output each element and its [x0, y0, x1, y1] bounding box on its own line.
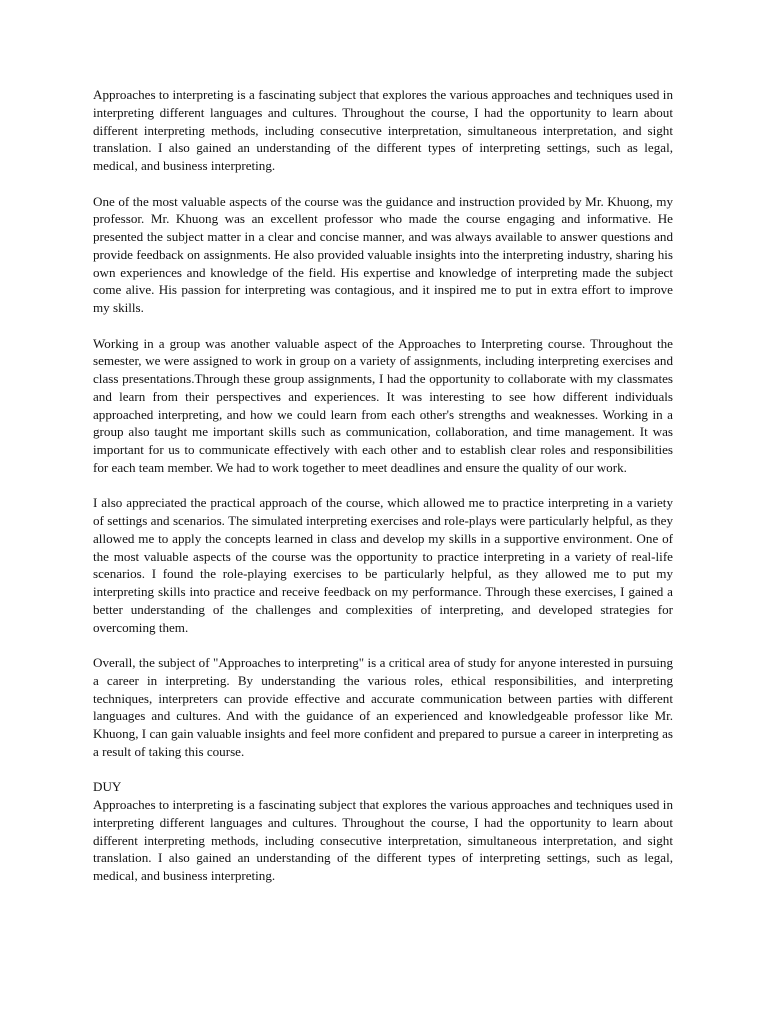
document-page — [93, 86, 673, 885]
paragraph-overall: Overall, the subject of "Approaches to interpreting" is a critical area of study for anyone interested in pursuing a career in interpreting. By understanding the various roles, ethical responsibilities, and interpreting techniques, interpreters can provide effective and accurate communication between parties with different languages and cultures. And with the guidance of an experienced and knowledgeable professor like Mr. Khuong, I can gain valuable insights and feel more confident and prepared to pursue a career in interpreting as a result of taking this course. — [93, 655, 673, 759]
paragraph-intro: Approaches to interpreting is a fascinating subject that explores the various approaches and techniques used in interpreting different languages and cultures. Throughout the course, I had the opportunity to learn about different interpreting methods, including consecutive interpretation, simultaneous interpretation, and sight translation. I also gained an understanding of the different types of interpreting settings, such as legal, medical, and business interpreting. — [93, 87, 673, 173]
paragraph-professor: One of the most valuable aspects of the course was the guidance and instruction provided by Mr. Khuong, my professor. Mr. Khuong was an excellent professor who made the course engaging and informative. He presented the subject matter in a clear and concise manner, and was always available to answer questions and provide feedback on assignments. He also provided valuable insights into the interpreting industry, sharing his own experiences and knowledge of the field. His expertise and knowledge of interpreting made the subject come alive. His passion for interpreting was contagious, and it inspired me to put in extra effort to improve my skills. — [93, 193, 673, 315]
section-heading: DUY — [93, 779, 122, 795]
paragraph-section: Approaches to interpreting is a fascinating subject that explores the various approaches and techniques used in interpreting different languages and cultures. Throughout the course, I had the opportunity to learn about different interpreting methods, including consecutive interpretation, simultaneous interpretation, and sight translation. I also gained an understanding of the different types of interpreting settings, such as legal, medical, and business interpreting. — [93, 797, 673, 883]
paragraph-practical: I also appreciated the practical approach of the course, which allowed me to practice interpreting in a variety of settings and scenarios. The simulated interpreting exercises and role-plays were particularly helpful, as they allowed me to apply the concepts learned in class and develop my skills in a supportive environment. One of the most valuable aspects of the course was the opportunity to practice interpreting in a variety of real-life scenarios. I found the role-playing exercises to be particularly helpful, as they allowed me to put my interpreting skills into practice and receive feedback on my performance. Through these exercises, I gained a better understanding of the challenges and complexities of interpreting, and developed strategies for overcoming them. — [93, 495, 673, 635]
paragraph-group-work: Working in a group was another valuable aspect of the Approaches to Interpreting course. Throughout the semester, we were assigned to work in group on a variety of assignments, including interpreting exercises and class presentations.Through these group assignments, I had the opportunity to collaborate with my classmates and learn from their perspectives and experiences. It was interesting to see how different individuals approached interpreting, and how we could learn from each other's strengths and weaknesses. Working in a group also taught me important skills such as communication, collaboration, and time management. It was important for us to communicate effectively with each other and to establish clear roles and responsibilities for each team member. We had to work together to meet deadlines and ensure the quality of our work. — [93, 335, 673, 475]
